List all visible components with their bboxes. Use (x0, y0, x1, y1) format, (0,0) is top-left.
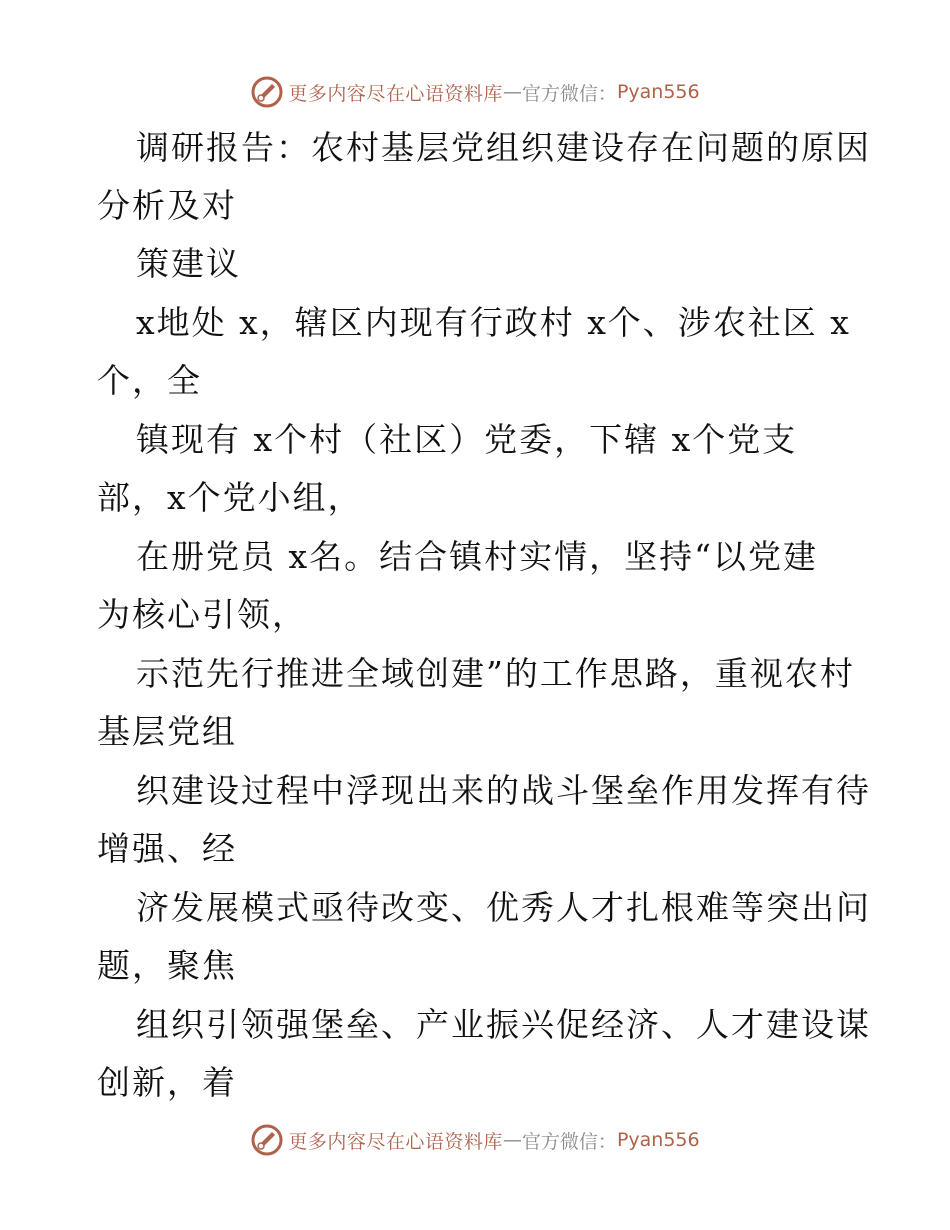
paragraph-line: 基层党组 (97, 712, 237, 751)
watermark-separator: — (502, 81, 522, 103)
watermark-separator: — (502, 1129, 522, 1151)
watermark-text: 更多内容尽在心语资料库 (288, 1130, 503, 1153)
paragraph-line: 创新，着 (97, 1063, 237, 1102)
title-line-3: 策建议 (136, 244, 241, 283)
paragraph-line: 题，聚焦 (97, 946, 237, 985)
paragraph-line: 镇现有 x个村（社区）党委，下辖 x个党支 (136, 420, 798, 459)
watermark-contact-label: 官方微信： (521, 1130, 617, 1153)
footer-watermark (0, 1120, 950, 1160)
watermark-text: 更多内容尽在心语资料库 (288, 82, 503, 105)
paragraph-line: 在册党员 x名。结合镇村实情，坚持“以党建 (136, 537, 818, 576)
title-line-1: 调研报告：农村基层党组织建设存在问题的原因 (136, 128, 871, 167)
stamp-logo-icon (250, 1123, 284, 1157)
paragraph-line: 个，全 (97, 361, 202, 400)
paragraph-line: 增强、经 (97, 829, 237, 868)
paragraph-line: 济发展模式亟待改变、优秀人才扎根难等突出问 (136, 888, 871, 927)
paragraph-line: 部，x个党小组， (97, 478, 363, 517)
paragraph-line: 为核心引领， (97, 595, 307, 634)
paragraph-line: 组织引领强堡垒、产业振兴促经济、人才建设谋 (136, 1005, 871, 1044)
watermark-contact-label: 官方微信： (521, 82, 617, 105)
watermark-contact-id: Pyan556 (616, 1129, 700, 1151)
watermark-contact-id: Pyan556 (616, 81, 700, 103)
paragraph-line: 织建设过程中浮现出来的战斗堡垒作用发挥有待 (136, 771, 871, 810)
stamp-logo-icon (250, 75, 284, 109)
header-watermark (0, 72, 950, 112)
paragraph-line: 示范先行推进全域创建”的工作思路，重视农村 (136, 654, 855, 693)
title-line-2: 分析及对 (97, 186, 237, 225)
paragraph-line: x地处 x，辖区内现有行政村 x个、涉农社区 x (136, 303, 851, 342)
